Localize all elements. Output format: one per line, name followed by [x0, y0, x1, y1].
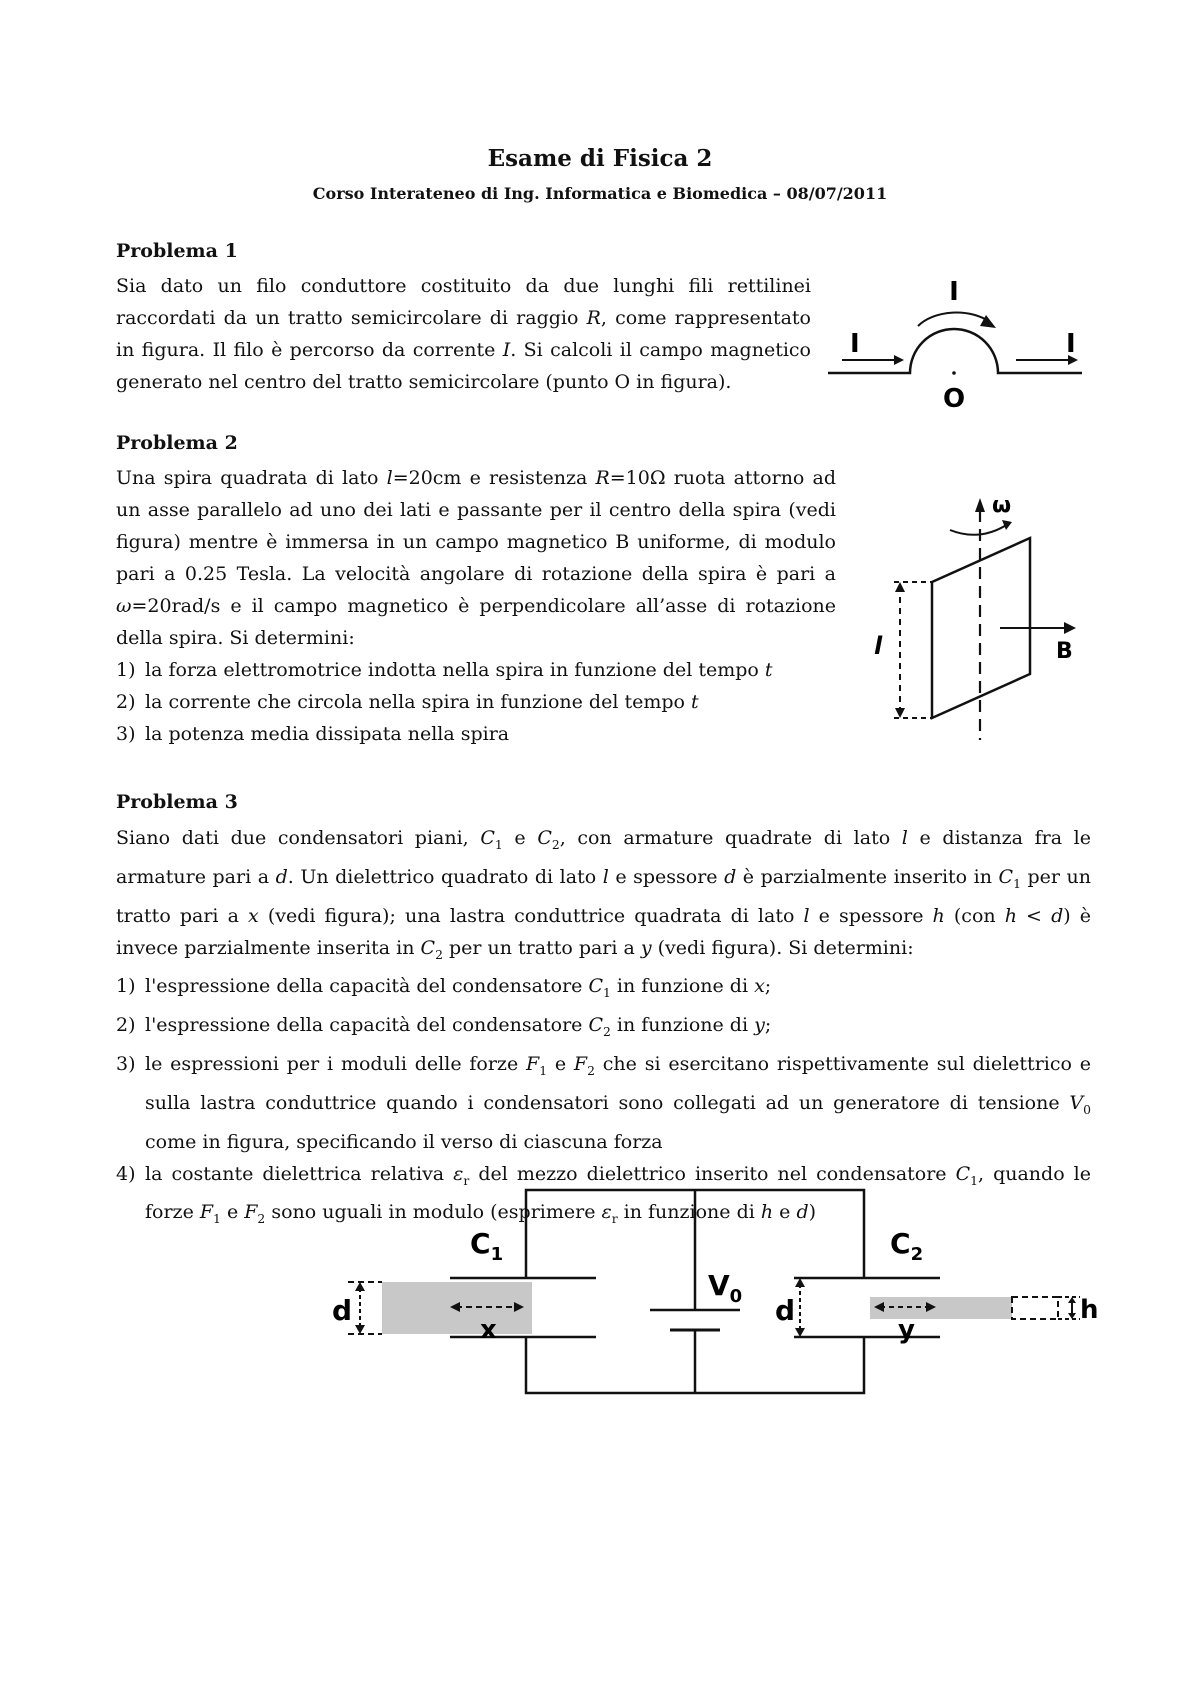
- label-d-left: d: [332, 1294, 353, 1327]
- problem-3-item-3: 3) le espressioni per i moduli delle forze $F_1$ e $F_2$ che si esercitano rispettivamente sul dielettrico e sulla lastra conduttrice quando i condensatori sono collegati ad un generatore di tensione $V_0$ come in figura, specificando il verso di ciascuna forza: [116, 1052, 1091, 1153]
- problem-2-heading: Problema 2: [116, 432, 238, 454]
- exam-title: Esame di Fisica 2: [487, 145, 713, 172]
- label-current-left: I: [850, 329, 860, 359]
- capacitor-circuit-figure: [320, 1185, 1100, 1400]
- rotating-loop-figure: [860, 490, 1090, 750]
- label-x: x: [480, 1315, 497, 1345]
- problem-3-item-1: 1) l'espressione della capacità del condensatore $C_1$ in funzione di x;: [116, 975, 772, 1001]
- arc-current-arrow: [918, 313, 990, 326]
- label-h: h: [1080, 1295, 1099, 1325]
- label-current-top: I: [949, 277, 959, 307]
- problem-3-heading: Problema 3: [116, 791, 238, 813]
- label-d-right: d: [775, 1294, 796, 1327]
- label-c2: $C_2$: [890, 1227, 924, 1265]
- problem-3-item-2: 2) l'espressione della capacità del condensatore $C_2$ in funzione di y;: [116, 1014, 772, 1039]
- semicircle-wire-figure: [820, 272, 1090, 412]
- label-side-l: l: [874, 632, 883, 660]
- problem-1-heading: Problema 1: [116, 240, 238, 262]
- problem-2-item-2: 2) la corrente che circola nella spira in funzione del tempo t: [116, 691, 699, 713]
- problem-2-text: Una spira quadrata di lato l=20cm e resistenza R=10Ω ruota attorno ad un asse parallelo ad uno dei lati e passante per il centro della spira (vedi figura) mentre è immersa in un campo magnetico B uniforme, di modulo pari a 0.25 Tesla. La velocità angolare di rotazione della spira è pari a ω=20rad/s e il campo magnetico è perpendicolare all’asse di rotazione della spira. Si determini: 1) la forza elettromotrice indotta nella spira in funzione del tempo t 2) la corrente che circola nella spira in funzione del tempo t 3) la potenza media dissipata nella spira: [116, 462, 836, 750]
- label-y: y: [898, 1315, 915, 1345]
- problem-2-item-3: 3) la potenza media dissipata nella spira: [116, 723, 510, 745]
- label-b: B: [1056, 639, 1073, 664]
- label-center-o: O: [942, 384, 966, 414]
- problem-3-text: Siano dati due condensatori piani, $C_1$ e $C_2$, con armature quadrate di lato l e distanza fra le armature pari a d. Un dielettrico quadrato di lato l e spessore d è parzialmente inserito in $C_1$ per un tratto pari a x (vedi figura); una lastra conduttrice quadrata di lato l e spessore h (con h < d) è invece parzialmente inserita in $C_2$ per un tratto pari a y (vedi figura). Si determini: 1) l'espressione della capacità del condensatore $C_1$ in funzione di x; 2) l'espressione della capacità del condensatore $C_2$ in funzione di y; 3) le espressioni per i moduli delle forze $F_1$ e $F_2$ che si esercitano rispettivamente sul dielettrico e sulla lastra conduttrice quando i condensatori sono collegati ad un generatore di tensione $V_0$ come in figura, specificando il verso di ciascuna forza 4) la costante dielettrica relativa $\varepsilon_r$ del mezzo dielettrico inserito nel condensatore $C_1$, quando le forze $F_1$ e $F_2$ sono uguali in modulo (esprimere $\varepsilon_r$ in funzione di h e d): [116, 822, 1091, 1235]
- problem-2-item-1: 1) la forza elettromotrice indotta nella spira in funzione del tempo t: [116, 659, 773, 681]
- exam-subtitle: Corso Interateneo di Ing. Informatica e Biomedica – 08/07/2011: [312, 184, 888, 203]
- problem-1-text: Sia dato un filo conduttore costituito da due lunghi fili rettilinei raccordati da un tratto semicircolare di raggio R, come rappresentato in figura. Il filo è percorso da corrente I. Si calcoli il campo magnetico generato nel centro del tratto semicircolare (punto O in figura).: [116, 275, 811, 393]
- wire-path: [828, 329, 1082, 373]
- conductor-slab-outline: [1012, 1297, 1058, 1319]
- label-current-right: I: [1066, 329, 1076, 359]
- label-omega: ω: [992, 493, 1012, 518]
- label-c1: $C_1$: [470, 1227, 504, 1265]
- label-v0: $V_0$: [708, 1269, 743, 1307]
- center-point-o: [952, 371, 956, 375]
- problem-3-item-4: 4) la costante dielettrica relativa $\varepsilon_r$ del mezzo dielettrico inserito nel condensatore $C_1$, quando le forze $F_1$ e $F_2$ sono uguali in modulo (esprimere $\varepsilon_r$ in funzione di h e d): [116, 1162, 1091, 1227]
